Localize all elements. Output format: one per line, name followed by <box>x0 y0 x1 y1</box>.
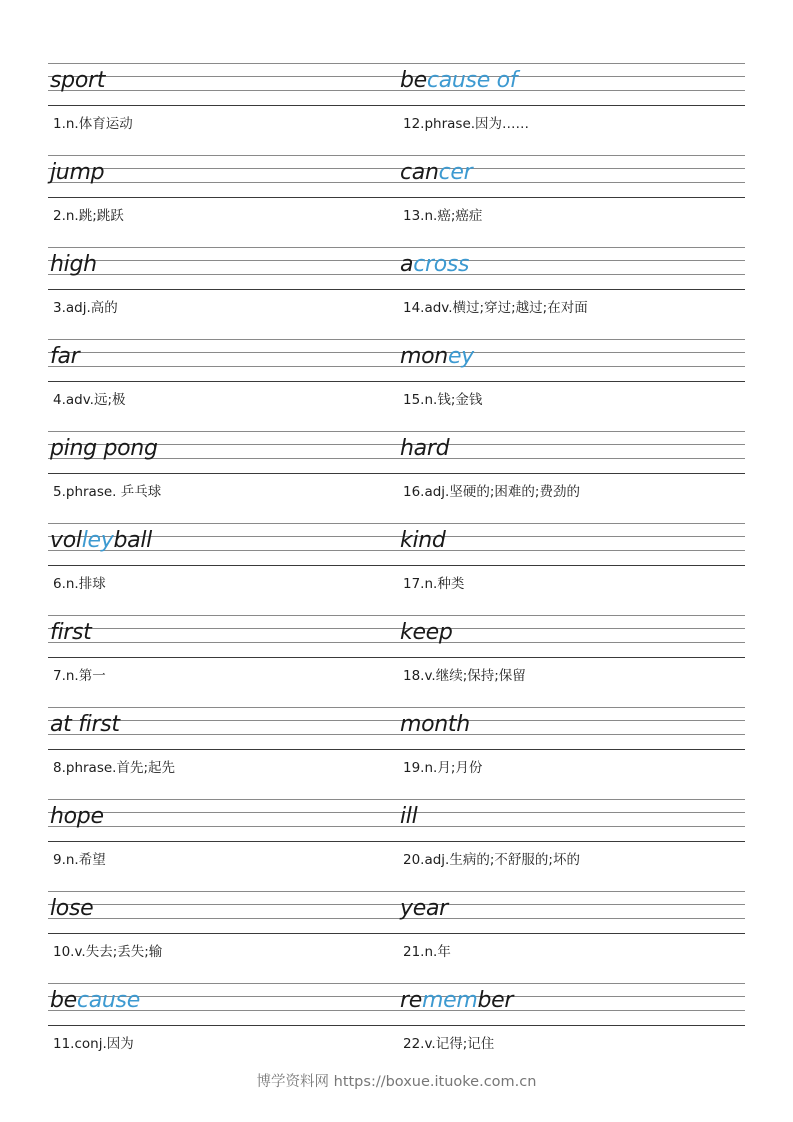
english-word <box>400 710 470 740</box>
word-part: first <box>50 620 92 645</box>
vocab-entry-left <box>48 63 396 155</box>
vocab-entry-left <box>48 707 396 799</box>
word-part: hope <box>50 804 104 829</box>
chinese-meaning: 20.adj.生病的;不舒服的;坏的 <box>403 852 580 868</box>
chinese-meaning: 10.v.失去;丢失;输 <box>53 944 163 960</box>
word-part: month <box>400 712 470 737</box>
chinese-meaning: 15.n.钱;金钱 <box>403 392 483 408</box>
word-part: mon <box>400 344 448 369</box>
vocab-entry-right <box>398 615 746 707</box>
word-part: hard <box>400 436 450 461</box>
chinese-meaning: 19.n.月;月份 <box>403 760 483 776</box>
chinese-meaning: 9.n.希望 <box>53 852 106 868</box>
chinese-meaning: 1.n.体育运动 <box>53 116 133 132</box>
english-word <box>50 894 93 924</box>
vocab-entry-left <box>48 799 396 891</box>
english-word <box>400 158 472 188</box>
chinese-meaning: 3.adj.高的 <box>53 300 118 316</box>
vocab-row <box>48 707 745 799</box>
word-part: keep <box>400 620 453 645</box>
chinese-meaning: 17.n.种类 <box>403 576 465 592</box>
vocab-entry-right <box>398 431 746 523</box>
english-word <box>50 618 92 648</box>
english-word <box>50 66 105 96</box>
vocab-entry-right <box>398 339 746 431</box>
vocab-entry-right <box>398 155 746 247</box>
vocab-row <box>48 983 745 1075</box>
vocab-row <box>48 431 745 523</box>
vocab-entry-left <box>48 891 396 983</box>
vocab-entry-left <box>48 523 396 615</box>
chinese-meaning: 18.v.继续;保持;保留 <box>403 668 526 684</box>
vocab-entry-right <box>398 707 746 799</box>
english-word <box>400 526 446 556</box>
vocab-row <box>48 155 745 247</box>
chinese-meaning: 21.n.年 <box>403 944 451 960</box>
english-word <box>400 894 448 924</box>
chinese-meaning: 4.adv.远;极 <box>53 392 126 408</box>
english-word <box>400 618 453 648</box>
vocab-row <box>48 799 745 891</box>
english-word <box>400 434 449 464</box>
vocab-entry-right <box>398 247 746 339</box>
word-part: be <box>50 988 77 1013</box>
english-word <box>50 986 140 1016</box>
english-word <box>50 250 97 280</box>
highlighted-syllable: ley <box>81 528 114 553</box>
highlighted-syllable: ey <box>447 344 474 369</box>
english-word <box>50 158 104 188</box>
english-word <box>400 342 474 372</box>
vocab-entry-left <box>48 339 396 431</box>
word-part: re <box>400 988 422 1013</box>
vocab-entry-left <box>48 155 396 247</box>
word-part: be <box>400 68 427 93</box>
chinese-meaning: 16.adj.坚硬的;困难的;费劲的 <box>403 484 580 500</box>
english-word <box>50 434 158 464</box>
word-part: at first <box>50 712 120 737</box>
english-word <box>400 66 517 96</box>
vocab-row <box>48 339 745 431</box>
word-part: sport <box>50 68 106 93</box>
word-part: vol <box>50 528 82 553</box>
chinese-meaning: 11.conj.因为 <box>53 1036 134 1052</box>
vocab-row <box>48 63 745 155</box>
highlighted-syllable: cause <box>76 988 140 1013</box>
english-word <box>400 250 469 280</box>
word-part: a <box>400 252 414 277</box>
vocab-row <box>48 615 745 707</box>
chinese-meaning: 14.adv.横过;穿过;越过;在对面 <box>403 300 588 316</box>
word-part: year <box>400 896 448 921</box>
english-word <box>400 986 513 1016</box>
english-word <box>50 342 79 372</box>
chinese-meaning: 7.n.第一 <box>53 668 106 684</box>
vocab-row <box>48 247 745 339</box>
english-word <box>50 526 152 556</box>
vocab-entry-right <box>398 523 746 615</box>
chinese-meaning: 2.n.跳;跳跃 <box>53 208 124 224</box>
highlighted-syllable: cer <box>438 160 473 185</box>
vocab-row <box>48 523 745 615</box>
vocab-row <box>48 891 745 983</box>
chinese-meaning: 22.v.记得;记住 <box>403 1036 495 1052</box>
english-word <box>400 802 417 832</box>
vocab-entry-left <box>48 615 396 707</box>
english-word <box>50 710 120 740</box>
vocab-entry-right <box>398 63 746 155</box>
word-part: ping pong <box>50 436 158 461</box>
vocab-entry-right <box>398 983 746 1075</box>
word-part: ill <box>400 804 418 829</box>
vocab-entry-left <box>48 983 396 1075</box>
vocab-entry-left <box>48 247 396 339</box>
chinese-meaning: 12.phrase.因为…… <box>403 116 530 132</box>
word-part: ber <box>477 988 514 1013</box>
english-word <box>50 802 104 832</box>
word-part: lose <box>50 896 94 921</box>
highlighted-syllable: cross <box>413 252 470 277</box>
vocab-entry-right <box>398 891 746 983</box>
word-part: kind <box>400 528 446 553</box>
word-part: high <box>50 252 97 277</box>
chinese-meaning: 13.n.癌;癌症 <box>403 208 483 224</box>
footer-watermark: 博学资料网 https://boxue.ituoke.com.cn <box>256 1074 537 1090</box>
word-part: can <box>400 160 439 185</box>
word-part: jump <box>50 160 105 185</box>
highlighted-syllable: mem <box>421 988 478 1013</box>
chinese-meaning: 6.n.排球 <box>53 576 106 592</box>
chinese-meaning: 5.phrase. 乒乓球 <box>53 484 162 500</box>
chinese-meaning: 8.phrase.首先;起先 <box>53 760 176 776</box>
word-part: far <box>50 344 80 369</box>
word-part: ball <box>113 528 152 553</box>
vocab-entry-right <box>398 799 746 891</box>
vocab-entry-left <box>48 431 396 523</box>
highlighted-syllable: cause of <box>426 68 518 93</box>
